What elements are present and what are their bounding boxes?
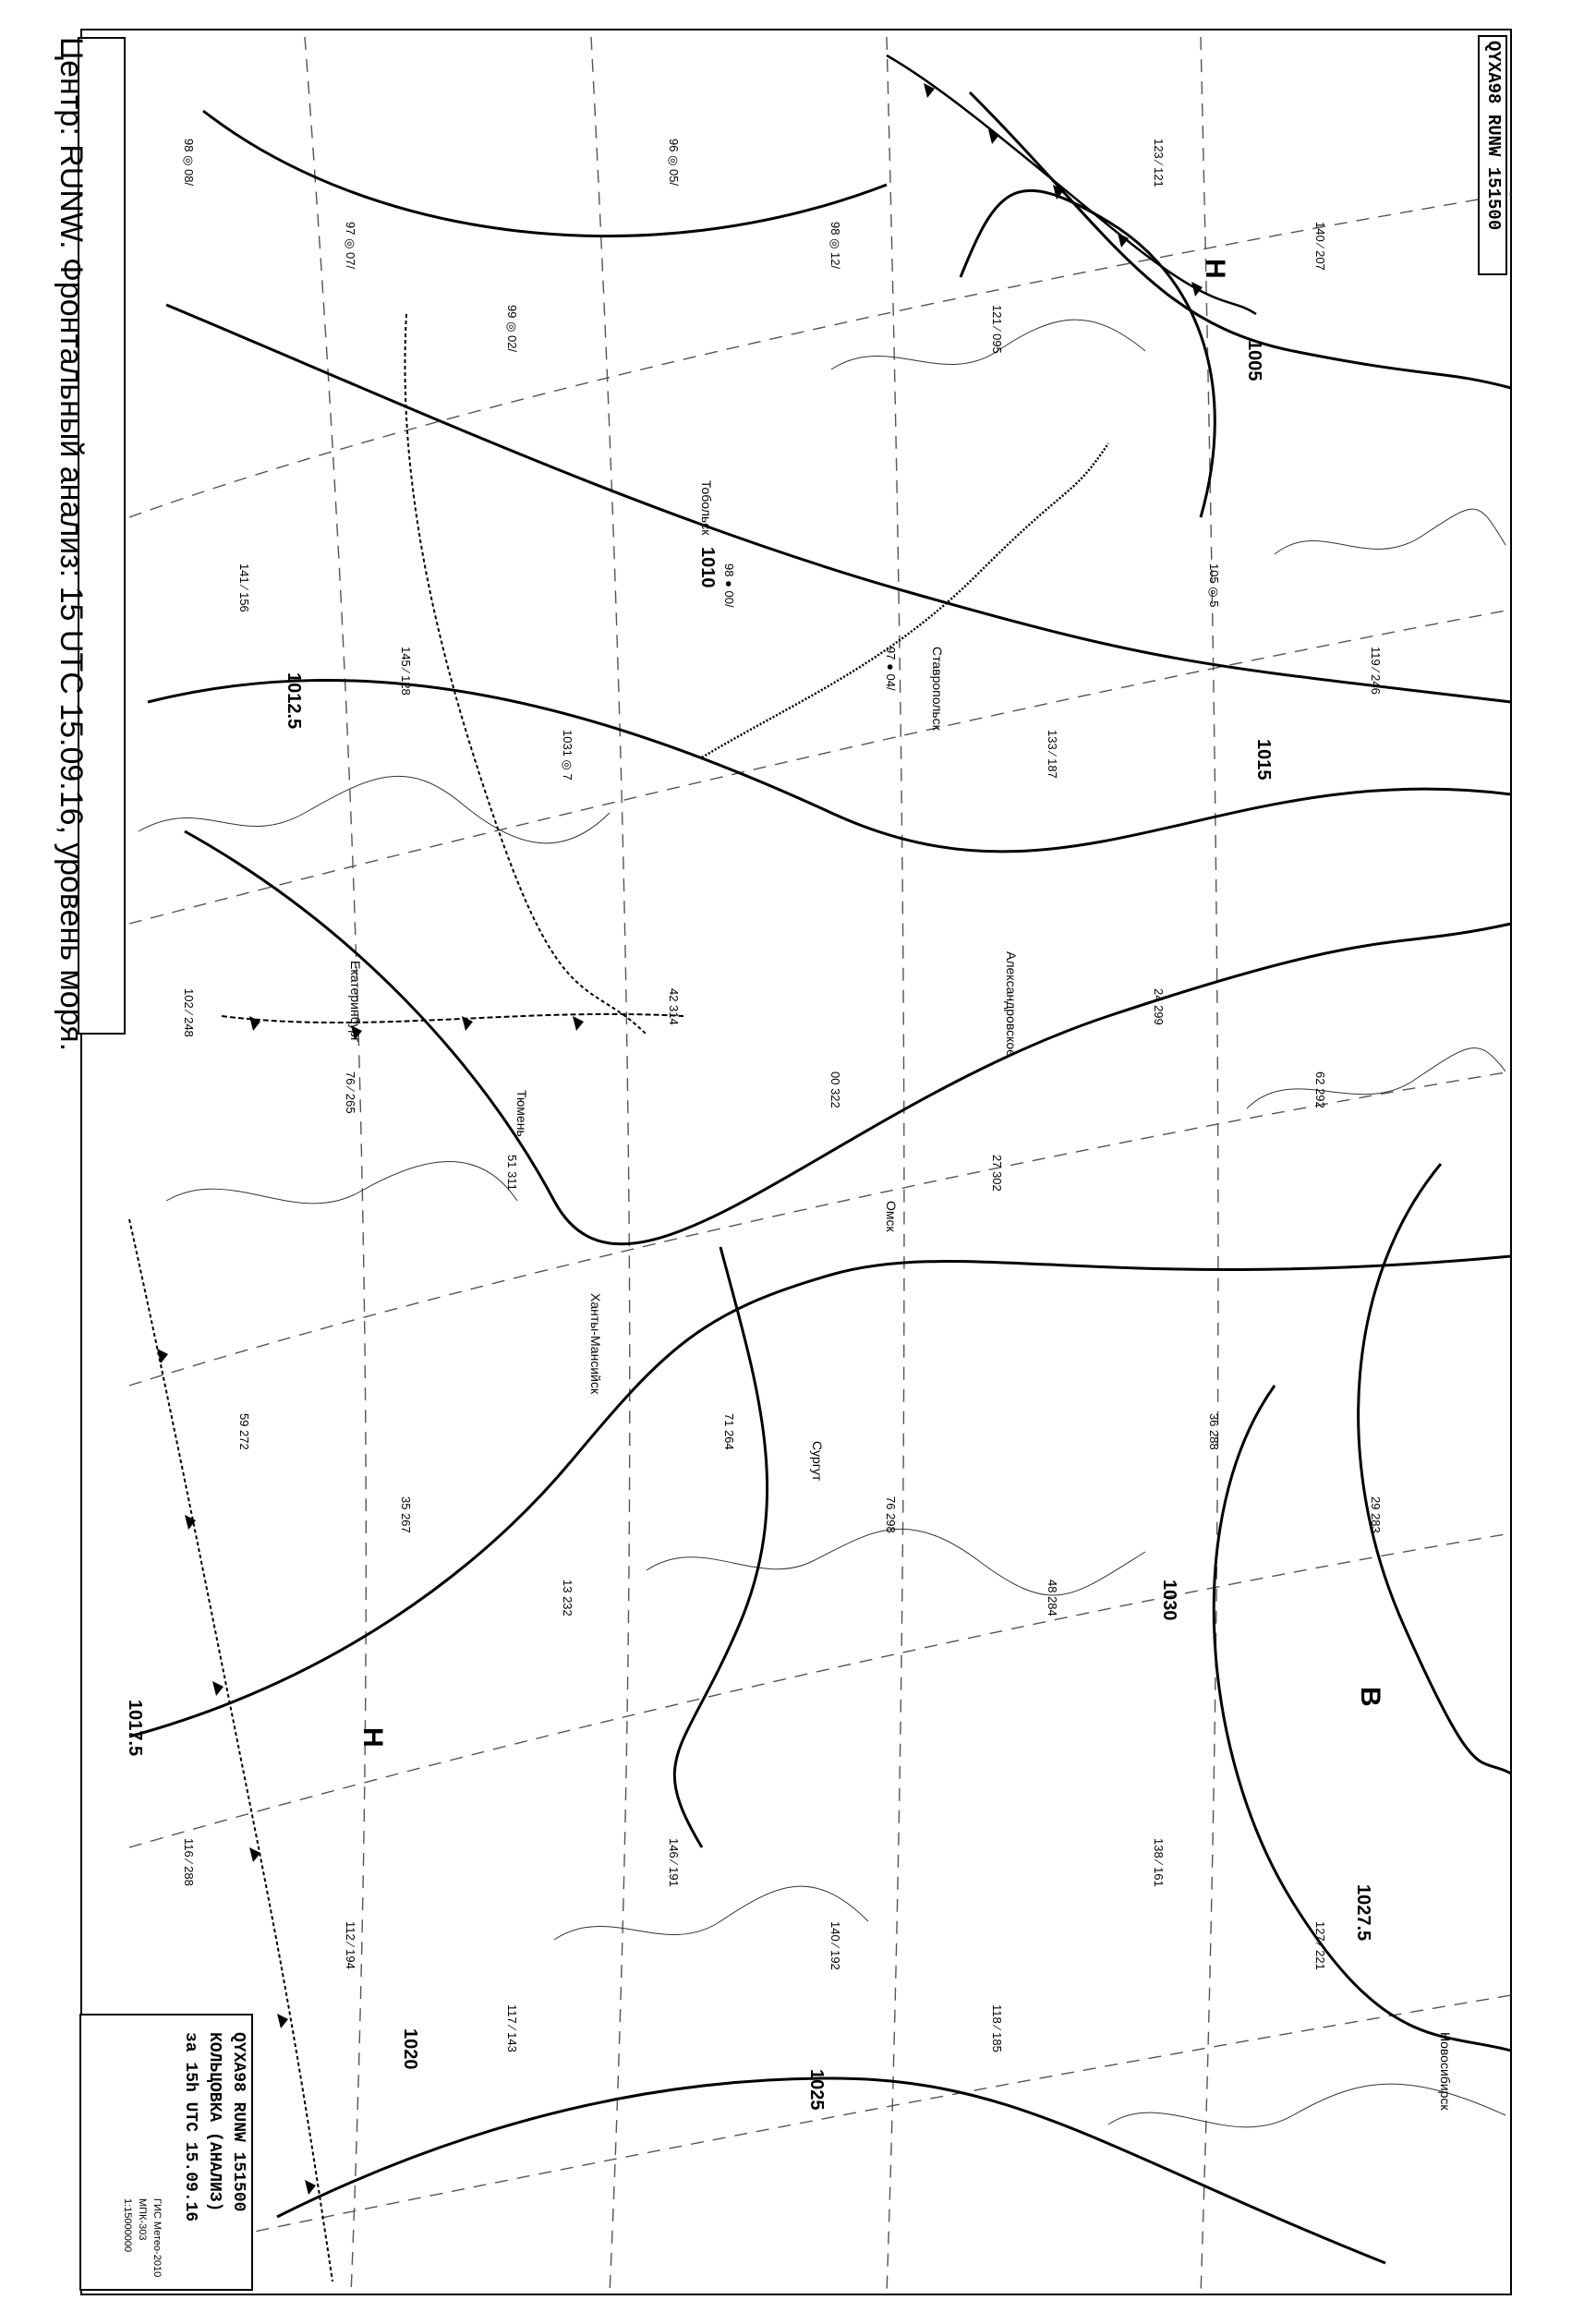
station-plot: 133 ∕ 187: [1046, 730, 1059, 779]
isobar-label: 1017.5: [125, 1700, 145, 1757]
isobar-label: 1027.5: [1353, 1884, 1373, 1942]
station-plot: 105 ◎ 5: [1207, 563, 1221, 608]
station-plot: 112 ∕ 194: [344, 1921, 357, 1969]
station-plot: 13 232: [561, 1580, 574, 1616]
place-name: Омск: [884, 1201, 899, 1232]
station-plot: 36 288: [1207, 1413, 1221, 1450]
high-pressure-center: В: [1355, 1687, 1385, 1707]
isobar-label: 1025: [806, 2069, 827, 2111]
legend-code: QYXA98 RUNW 151500: [229, 2032, 248, 2212]
station-plot: 140 ∕ 207: [1313, 222, 1327, 271]
station-plot: 48 284: [1046, 1580, 1059, 1616]
place-name: Ставропольск: [930, 647, 945, 731]
chart-title: Центр: RUNW. Фронтальный анализ: 15 UTC 15.09.16, уровень моря.: [54, 37, 89, 1052]
isobar-label: 1010: [697, 547, 718, 588]
station-plot: 24 299: [1152, 988, 1166, 1025]
station-plot: 140 ∕ 192: [828, 1921, 842, 1970]
station-plot: 98 ◎ 08/: [182, 139, 196, 187]
isobar-label: 1020: [400, 2028, 420, 2070]
place-name: Тюмень: [514, 1090, 529, 1137]
legend-box: [79, 2014, 253, 2291]
legend-time: за 15h UTC 15.09.16: [181, 2032, 200, 2222]
legend-scale: 1:15000000: [122, 2198, 133, 2253]
place-name: Ханты-Мансийск: [588, 1293, 603, 1395]
station-plot: 99 ◎ 02/: [505, 305, 519, 353]
place-name: Екатеринбург: [348, 961, 363, 1043]
station-plot: 117 ∕ 143: [505, 2004, 519, 2052]
station-plot: 1031 ◎ 7: [561, 730, 574, 781]
legend-id: МПК-303: [137, 2198, 148, 2241]
station-plot: 00 322: [828, 1071, 842, 1108]
station-plot: 29 283: [1369, 1496, 1383, 1533]
isobar-label: 1030: [1159, 1580, 1179, 1621]
station-plot: 118 ∕ 185: [990, 2004, 1004, 2052]
station-plot: 102 ∕ 248: [182, 988, 196, 1037]
station-plot: 62 292: [1313, 1071, 1327, 1108]
station-plot: 123 ∕ 121: [1152, 139, 1166, 188]
station-plot: 76 298: [884, 1496, 898, 1533]
station-plot: 145 ∕ 128: [399, 647, 413, 696]
station-plot: 138 ∕ 161: [1152, 1838, 1166, 1887]
station-plot: 146 ∕ 191: [667, 1838, 681, 1887]
station-plot: 119 ∕ 246: [1369, 647, 1383, 695]
place-name: Сургут: [810, 1441, 825, 1482]
station-plot: 97 ◎ 07/: [344, 222, 357, 270]
place-name: Новосибирск: [1438, 2032, 1453, 2111]
isobar-label: 1005: [1244, 340, 1264, 381]
station-plot: 97 ● 04/: [884, 647, 898, 691]
low-pressure-center: Н: [1200, 259, 1230, 279]
station-plot: 121 ∕ 095: [990, 305, 1004, 354]
station-plot: 76 ∕ 265: [344, 1071, 357, 1114]
station-plot: 35 267: [399, 1496, 413, 1533]
legend-software: ГИС Метео-2010: [151, 2198, 163, 2278]
station-plot: 42 314: [667, 988, 681, 1025]
low-pressure-center: Н: [357, 1727, 388, 1748]
station-plot: 98 ◎ 12/: [828, 222, 842, 270]
place-name: Тобольск: [699, 480, 714, 536]
isobar-label: 1015: [1253, 739, 1274, 781]
station-plot: 96 ◎ 05/: [667, 139, 681, 187]
station-plot: 141 ∕ 156: [237, 563, 251, 612]
legend-product: КОЛЬЦОВКА (АНАЛИЗ): [205, 2032, 224, 2212]
station-plot: 98 ● 00/: [722, 563, 736, 608]
station-plot: 71 264: [722, 1413, 736, 1450]
station-plot: 116 ∕ 288: [182, 1838, 196, 1886]
station-plot: 51 311: [505, 1155, 519, 1191]
isobar-label: 1012.5: [284, 672, 304, 730]
place-name: Александровское: [1004, 951, 1019, 1057]
product-code: QYXA98 RUNW 151500: [1483, 41, 1504, 231]
station-plot: 127 ∕ 221: [1313, 1921, 1327, 1970]
station-plot: 27 302: [990, 1155, 1004, 1192]
station-plot: 59 272: [237, 1413, 251, 1450]
